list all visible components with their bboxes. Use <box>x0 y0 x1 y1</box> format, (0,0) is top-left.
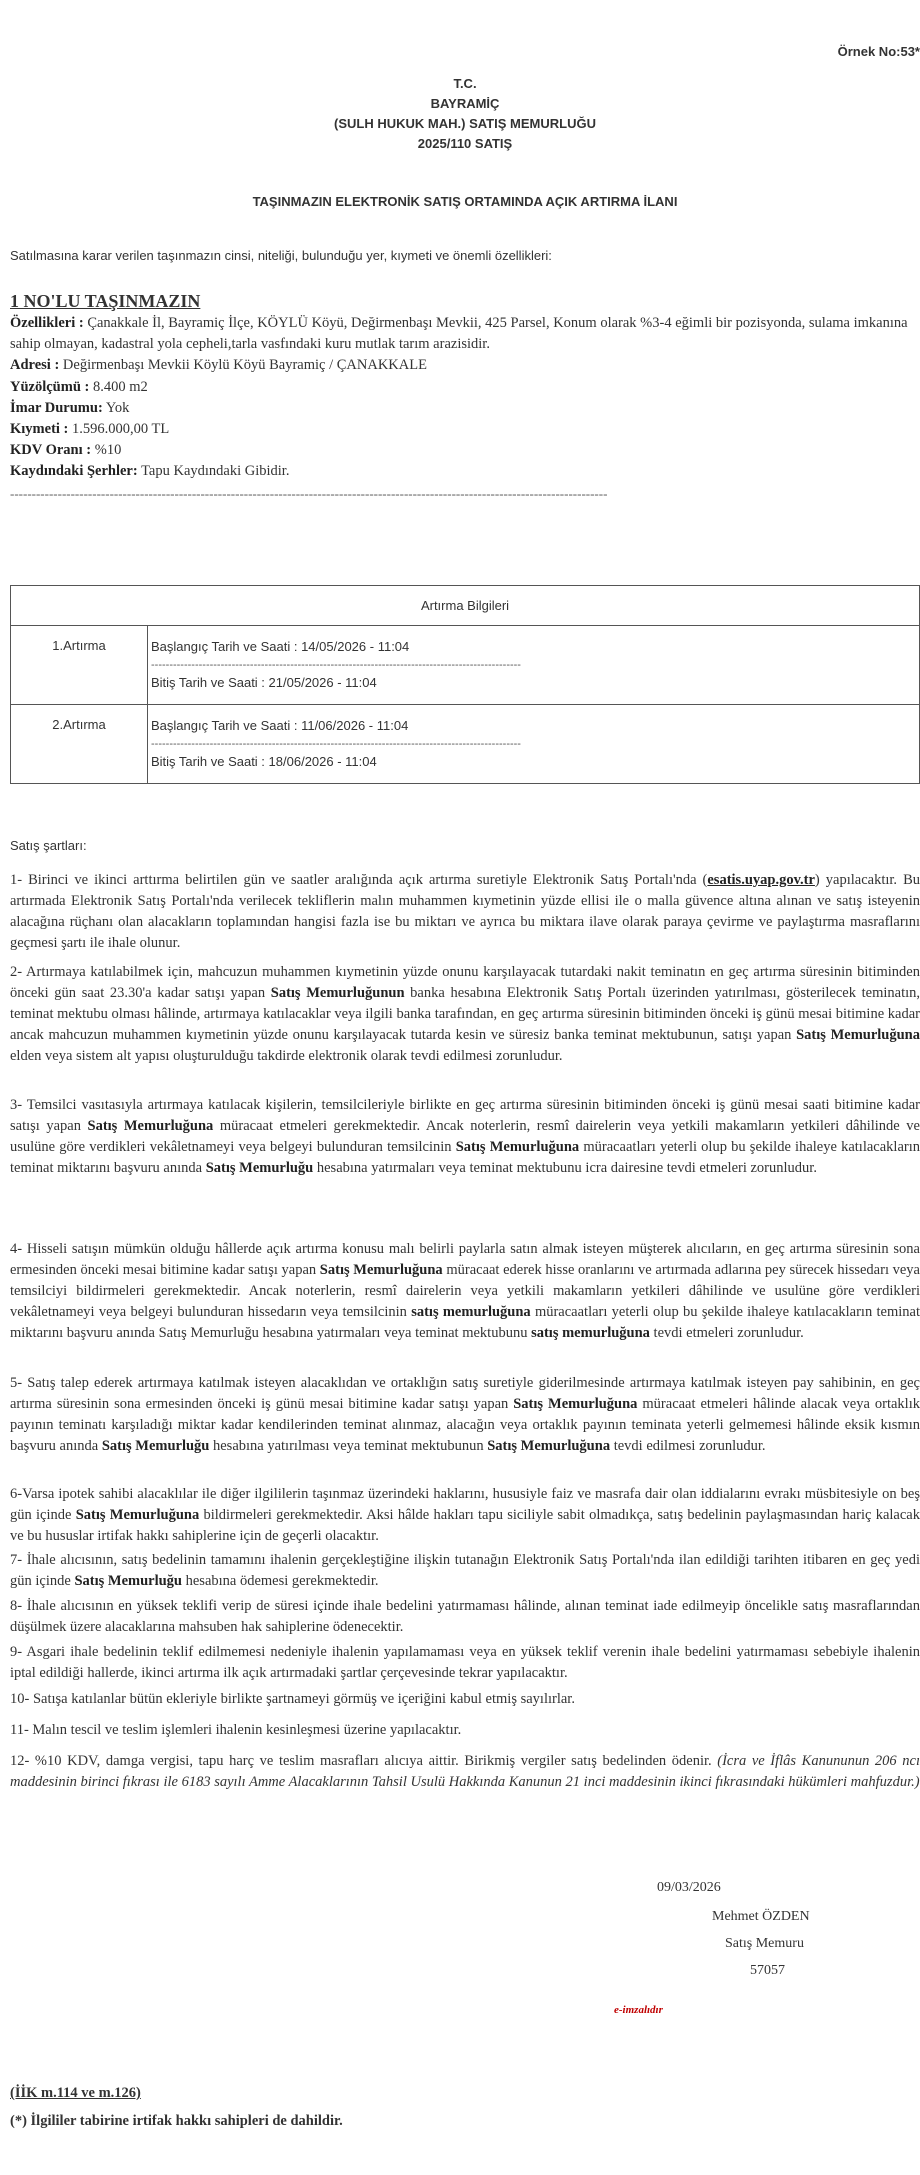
header-office: (SULH HUKUK MAH.) SATIŞ MEMURLUĞU <box>334 116 596 131</box>
property-address <box>10 355 920 376</box>
office-name: satış memurluğuna <box>411 1304 531 1320</box>
condition-text: 5- Satış talep ederek artırmaya katılmak isteyen alacaklıdan ve ortaklığın satış suretiyle giderilmesinde artırmaya katılmak isteyen pay sahibinin, en geç artırma süresinin sona ermesinden önceki iş günü mesai bitimine kadar satışı yapan <box>10 1375 920 1412</box>
property-area <box>10 377 920 398</box>
office-name: Satış Memurluğuna <box>319 1262 443 1278</box>
office-name: Satış Memurluğuna <box>75 1507 200 1523</box>
condition-text: hesabına ödemesi gerekmektedir. <box>181 1573 379 1589</box>
zoning-label: İmar Durumu: <box>10 399 103 416</box>
document-header <box>10 74 920 154</box>
condition-text: 3- Temsilci vasıtasıyla artırmaya katılacak kişilerin, temsilcileriyle birlikte en geç artırma süresinin bitiminden önceki iş günü mesai saati bitimine kadar satışı yapan <box>10 1097 920 1134</box>
dashed-separator: ------------------------------------------------------------------------------------------------------------------------------------------ <box>10 485 608 501</box>
condition-text: müracaat etmeleri hâlinde alacak veya ortaklık payının teminatı karşıladığı miktar kadar kendilerinden teminat alınmaz, alacağın veya ortaklık payının teminata yeterli gelmemesi hâlinde eksik kısmın başvuru anında <box>10 1396 920 1454</box>
office-name: Satış Memurluğuna <box>513 1396 638 1412</box>
condition-text: banka hesabına Elektronik Satış Portalı üzerinden yatırılması, gösterilecek teminatın, teminat mektubu olması hâlinde, artırmaya katılacaklar veya ilgili banka tarafından, en geç artırma süresinin bitiminden önceki iş günü mesai bitimine kadar ancak mahcuzun muhammen kıymetinin yüzde onunu karşılayacak tutarda kesin ve süresiz banka teminat mektubunun, satışı yapan <box>10 985 920 1043</box>
condition-text: 6-Varsa ipotek sahibi alacaklılar ile diğer ilgililerin taşınmaz üzerindeki haklarını, hususiyle faiz ve masrafa dair olan iddialarını evrakı müsbitesiyle on beş gün içinde <box>10 1486 920 1523</box>
office-name: Satış Memurluğuna <box>87 1118 214 1134</box>
auction-table <box>10 585 920 784</box>
auction-end <box>151 670 919 696</box>
condition-10: 10- Satışa katılanlar bütün ekleriyle birlikte şartnameyi görmüş ve içeriğini kabul etmiş sayılırlar. <box>10 1691 575 1707</box>
auction-row-2 <box>11 705 920 784</box>
address-value: Değirmenbaşı Mevkii Köylü Köyü Bayramiç / ÇANAKKALE <box>59 357 427 374</box>
property-features <box>10 313 920 355</box>
header-file-no: 2025/110 SATIŞ <box>417 136 513 151</box>
header-city: BAYRAMİÇ <box>430 96 500 111</box>
property-vat <box>10 440 920 461</box>
office-name: Satış Memurluğu <box>74 1573 182 1589</box>
condition-2 <box>10 962 920 1067</box>
office-name: Satış Memurluğu <box>205 1160 314 1176</box>
condition-text: tevdi edilmesi zorunludur. <box>610 1438 766 1454</box>
auction-row-1 <box>11 626 920 705</box>
condition-3 <box>10 1095 920 1179</box>
condition-9: 9- Asgari ihale bedelinin teklif edilmemesi nedeniyle ihalenin yapılamaması veya en yüksek teklif verenin ihale bedelini yatırmaması sebebiyle ihalenin iptal edildiği hallerde, ikinci artırma ilk açık artırmadaki şartlar çerçevesinde tekrar yapılacaktır. <box>10 1644 920 1681</box>
footer-ref-text: (İİK m.114 ve m.126) <box>10 2085 141 2101</box>
condition-12 <box>10 1751 920 1793</box>
dashed-line: ----------------------------------------------------------------------------------------------------- <box>151 739 521 749</box>
condition-text: 4- Hisseli satışın mümkün olduğu hâllerde açık artırma konusu malı belirli paylarla satın almak isteyen müşterek alıcıların, en geç artırma süresinin sona ermesinden önceki mesai bitimine kadar satışı yapan <box>10 1241 920 1278</box>
signature-name: Mehmet ÖZDEN <box>712 1909 810 1924</box>
condition-text: tevdi etmeleri zorunludur. <box>649 1325 804 1341</box>
legal-reservation: (İcra ve İflâs Kanununun 206 ncı maddesinin birinci fıkrası ile 6183 sayılı Amme Alacaklarının Tahsil Usulü Hakkında Kanunun 21 inci maddesinin ikinci fıkrasındaki hükümleri mahfuzdur.) <box>10 1753 920 1790</box>
value-label: Kıymeti : <box>10 421 69 438</box>
property-zoning <box>10 398 920 419</box>
auction-label: 2.Artırma <box>11 705 148 784</box>
intro-text: Satılmasına karar verilen taşınmazın cinsi, niteliği, bulunduğu yer, kıymeti ve önemli özellikleri: <box>10 248 552 263</box>
condition-text: müracaat etmeleri gerekmektedir. Ancak noterlerin, resmî dairelerin veya yetkili makamların yetkileri dâhilinde ve usulüne göre verdikleri vekâletnameyi veya belgeyi bulunduran temsilcinin <box>10 1118 920 1155</box>
auction-dates <box>148 626 920 705</box>
value-amount: 1.596.000,00 TL <box>68 421 170 438</box>
dashed-line: ----------------------------------------------------------------------------------------------------- <box>151 660 521 670</box>
auction-label: 1.Artırma <box>11 626 148 705</box>
footer-reference <box>10 2085 141 2102</box>
start-label: Başlangıç Tarih ve Saati : <box>151 718 302 733</box>
conditions-heading: Satış şartları: <box>10 838 87 853</box>
start-datetime: 11/06/2026 - 11:04 <box>301 718 409 733</box>
property-value <box>10 419 920 440</box>
start-datetime: 14/05/2026 - 11:04 <box>301 639 410 654</box>
annotations-value: Tapu Kaydındaki Gibidir. <box>137 463 290 480</box>
condition-text: müracaatları yeterli olup bu şekilde ihaleye katılacakların teminat miktarını başvuru anında <box>10 1139 920 1176</box>
footer-note: (*) İlgililer tabirine irtifak hakkı sahipleri de dahildir. <box>10 2113 343 2129</box>
signature-number: 57057 <box>750 1963 785 1978</box>
condition-6 <box>10 1484 920 1547</box>
zoning-value: Yok <box>102 399 130 416</box>
office-name: satış memurluğuna <box>531 1325 650 1341</box>
property-title: 1 NO'LU TAŞINMAZIN <box>10 291 201 311</box>
end-label: Bitiş Tarih ve Saati : <box>151 754 269 769</box>
condition-5 <box>10 1373 920 1457</box>
office-name: Satış Memurluğuna <box>455 1139 580 1155</box>
notice-title: TAŞINMAZIN ELEKTRONİK SATIŞ ORTAMINDA AÇIK ARTIRMA İLANI <box>252 194 678 209</box>
condition-text: 12- %10 KDV, damga vergisi, tapu harç ve teslim masrafları alıcıya aittir. Birikmiş vergiler satış bedelinden ödenir. <box>10 1753 718 1769</box>
signature-title: Satış Memuru <box>725 1936 804 1951</box>
condition-8: 8- İhale alıcısının en yüksek teklifi verip de süresi içinde ihale bedelini yatırmaması hâlinde, alınan teminat iade edilmeyip öncelikle satış masraflarından düşülmek üzere alacaklarına mahsuben hak sahiplerine ödenecektir. <box>10 1598 920 1635</box>
condition-4 <box>10 1239 920 1344</box>
signature-date: 09/03/2026 <box>657 1880 721 1895</box>
property-section <box>10 289 920 504</box>
vat-label: KDV Oranı : <box>10 442 92 459</box>
office-name: Satış Memurluğuna <box>796 1027 920 1043</box>
office-name: Satış Memurluğuna <box>487 1438 611 1454</box>
vat-value: %10 <box>91 442 122 459</box>
office-name: Satış Memurluğu <box>101 1438 210 1454</box>
header-tc: T.C. <box>453 76 477 91</box>
condition-text: 7- İhale alıcısının, satış bedelinin tamamını ihalenin gerçekleştiğine ilişkin tutanağın Elektronik Satış Portalı'nda ilan edildiği tarihten itibaren en geç yedi gün içinde <box>10 1552 920 1589</box>
condition-text: müracaat ederek hisse oranlarını ve artırmada adlarına pey sürecek hissedarı veya temsilciyi bildirmeleri gerekmektedir. Ancak noterlerin, resmî dairelerin veya yetkili makamların yetkileri dâhilinde ve usulüne göre verdikleri vekâletnameyi veya belgeyi bulunduran hissedarın veya temsilcinin <box>10 1262 920 1320</box>
auction-table-header: Artırma Bilgileri <box>11 586 920 626</box>
ornek-number: Örnek No:53* <box>837 44 920 59</box>
auction-end <box>151 749 919 775</box>
condition-text: elden veya sistem alt yapısı oluşturulduğu takdirde elektronik olarak tevdi edilmesi zorunludur. <box>10 1048 563 1064</box>
end-label: Bitiş Tarih ve Saati : <box>151 675 269 690</box>
condition-text: bildirmeleri gerekmektedir. Aksi hâlde hakları tapu siciliyle sabit olmadıkça, satış bedelinin paylaşmasından hariç kalacak ve bu hususlar irtifak hakkı sahiplerine için de geçerli olacaktır. <box>10 1507 920 1544</box>
address-label: Adresi : <box>10 357 60 374</box>
start-label: Başlangıç Tarih ve Saati : <box>151 639 302 654</box>
auction-start <box>151 634 919 660</box>
end-datetime: 21/05/2026 - 11:04 <box>268 675 377 690</box>
condition-text: 1- Birinci ve ikinci arttırma belirtilen gün ve saatler aralığında açık artırma suretiyle Elektronik Satış Portalı'nda ( <box>10 872 708 888</box>
condition-7 <box>10 1550 920 1592</box>
end-datetime: 18/06/2026 - 11:04 <box>268 754 377 769</box>
property-annotations <box>10 461 920 482</box>
auction-dates <box>148 705 920 784</box>
auction-start <box>151 713 919 739</box>
condition-text: ) yapılacaktır. Bu artırmada Elektronik Satış Portalı'nda verilecek tekliflerin malın muhammen kıymetinin yüzde ellisi ile o malla güvence altına alınan ve satış isteyenin alacağına rüçhanı olan alacakların toplamından hangisi fazla ise bu miktarı ve ayrıca bu miktara ilave olarak paraya çevirme ve paylaştırma masraflarını geçmesi şartı ile ihale olunur. <box>10 872 920 951</box>
features-label: Özellikleri : <box>10 315 84 331</box>
condition-1 <box>10 870 920 954</box>
e-signature-note: e-imzalıdır <box>614 2004 663 2016</box>
portal-link[interactable]: esatis.uyap.gov.tr <box>707 872 815 888</box>
condition-text: hesabına yatırmaları veya teminat mektubunu icra dairesine tevdi etmeleri zorunludur. <box>313 1160 817 1176</box>
area-value: 8.400 m2 <box>89 378 148 395</box>
office-name: Satış Memurluğunun <box>270 985 405 1001</box>
area-label: Yüzölçümü : <box>10 378 90 395</box>
condition-text: müracaatları yeterli olup bu şekilde ihaleye katılacakların teminat miktarını başvuru anında Satış Memurluğu hesabına yatırmaları veya teminat mektubunu <box>10 1304 920 1341</box>
condition-text: hesabına yatırılması veya teminat mektubunun <box>209 1438 488 1454</box>
condition-text: 2- Artırmaya katılabilmek için, mahcuzun muhammen kıymetinin yüzde onunu karşılayacak tutardaki nakit teminatın en geç artırma süresinin bitiminden önceki gün saat 23.30'a kadar satışı yapan <box>10 964 920 1001</box>
annotations-label: Kaydındaki Şerhler: <box>10 463 138 480</box>
condition-11: 11- Malın tescil ve teslim işlemleri ihalenin kesinleşmesi üzerine yapılacaktır. <box>10 1722 462 1738</box>
features-value: Çanakkale İl, Bayramiç İlçe, KÖYLÜ Köyü, Değirmenbaşı Mevkii, 425 Parsel, Konum olarak %3-4 eğimli bir pozisyonda, sulama imkanına sahip olmayan, kadastral yola cepheli,tarla vasfındaki kuru mutlak tarım arazisidir. <box>10 315 908 353</box>
